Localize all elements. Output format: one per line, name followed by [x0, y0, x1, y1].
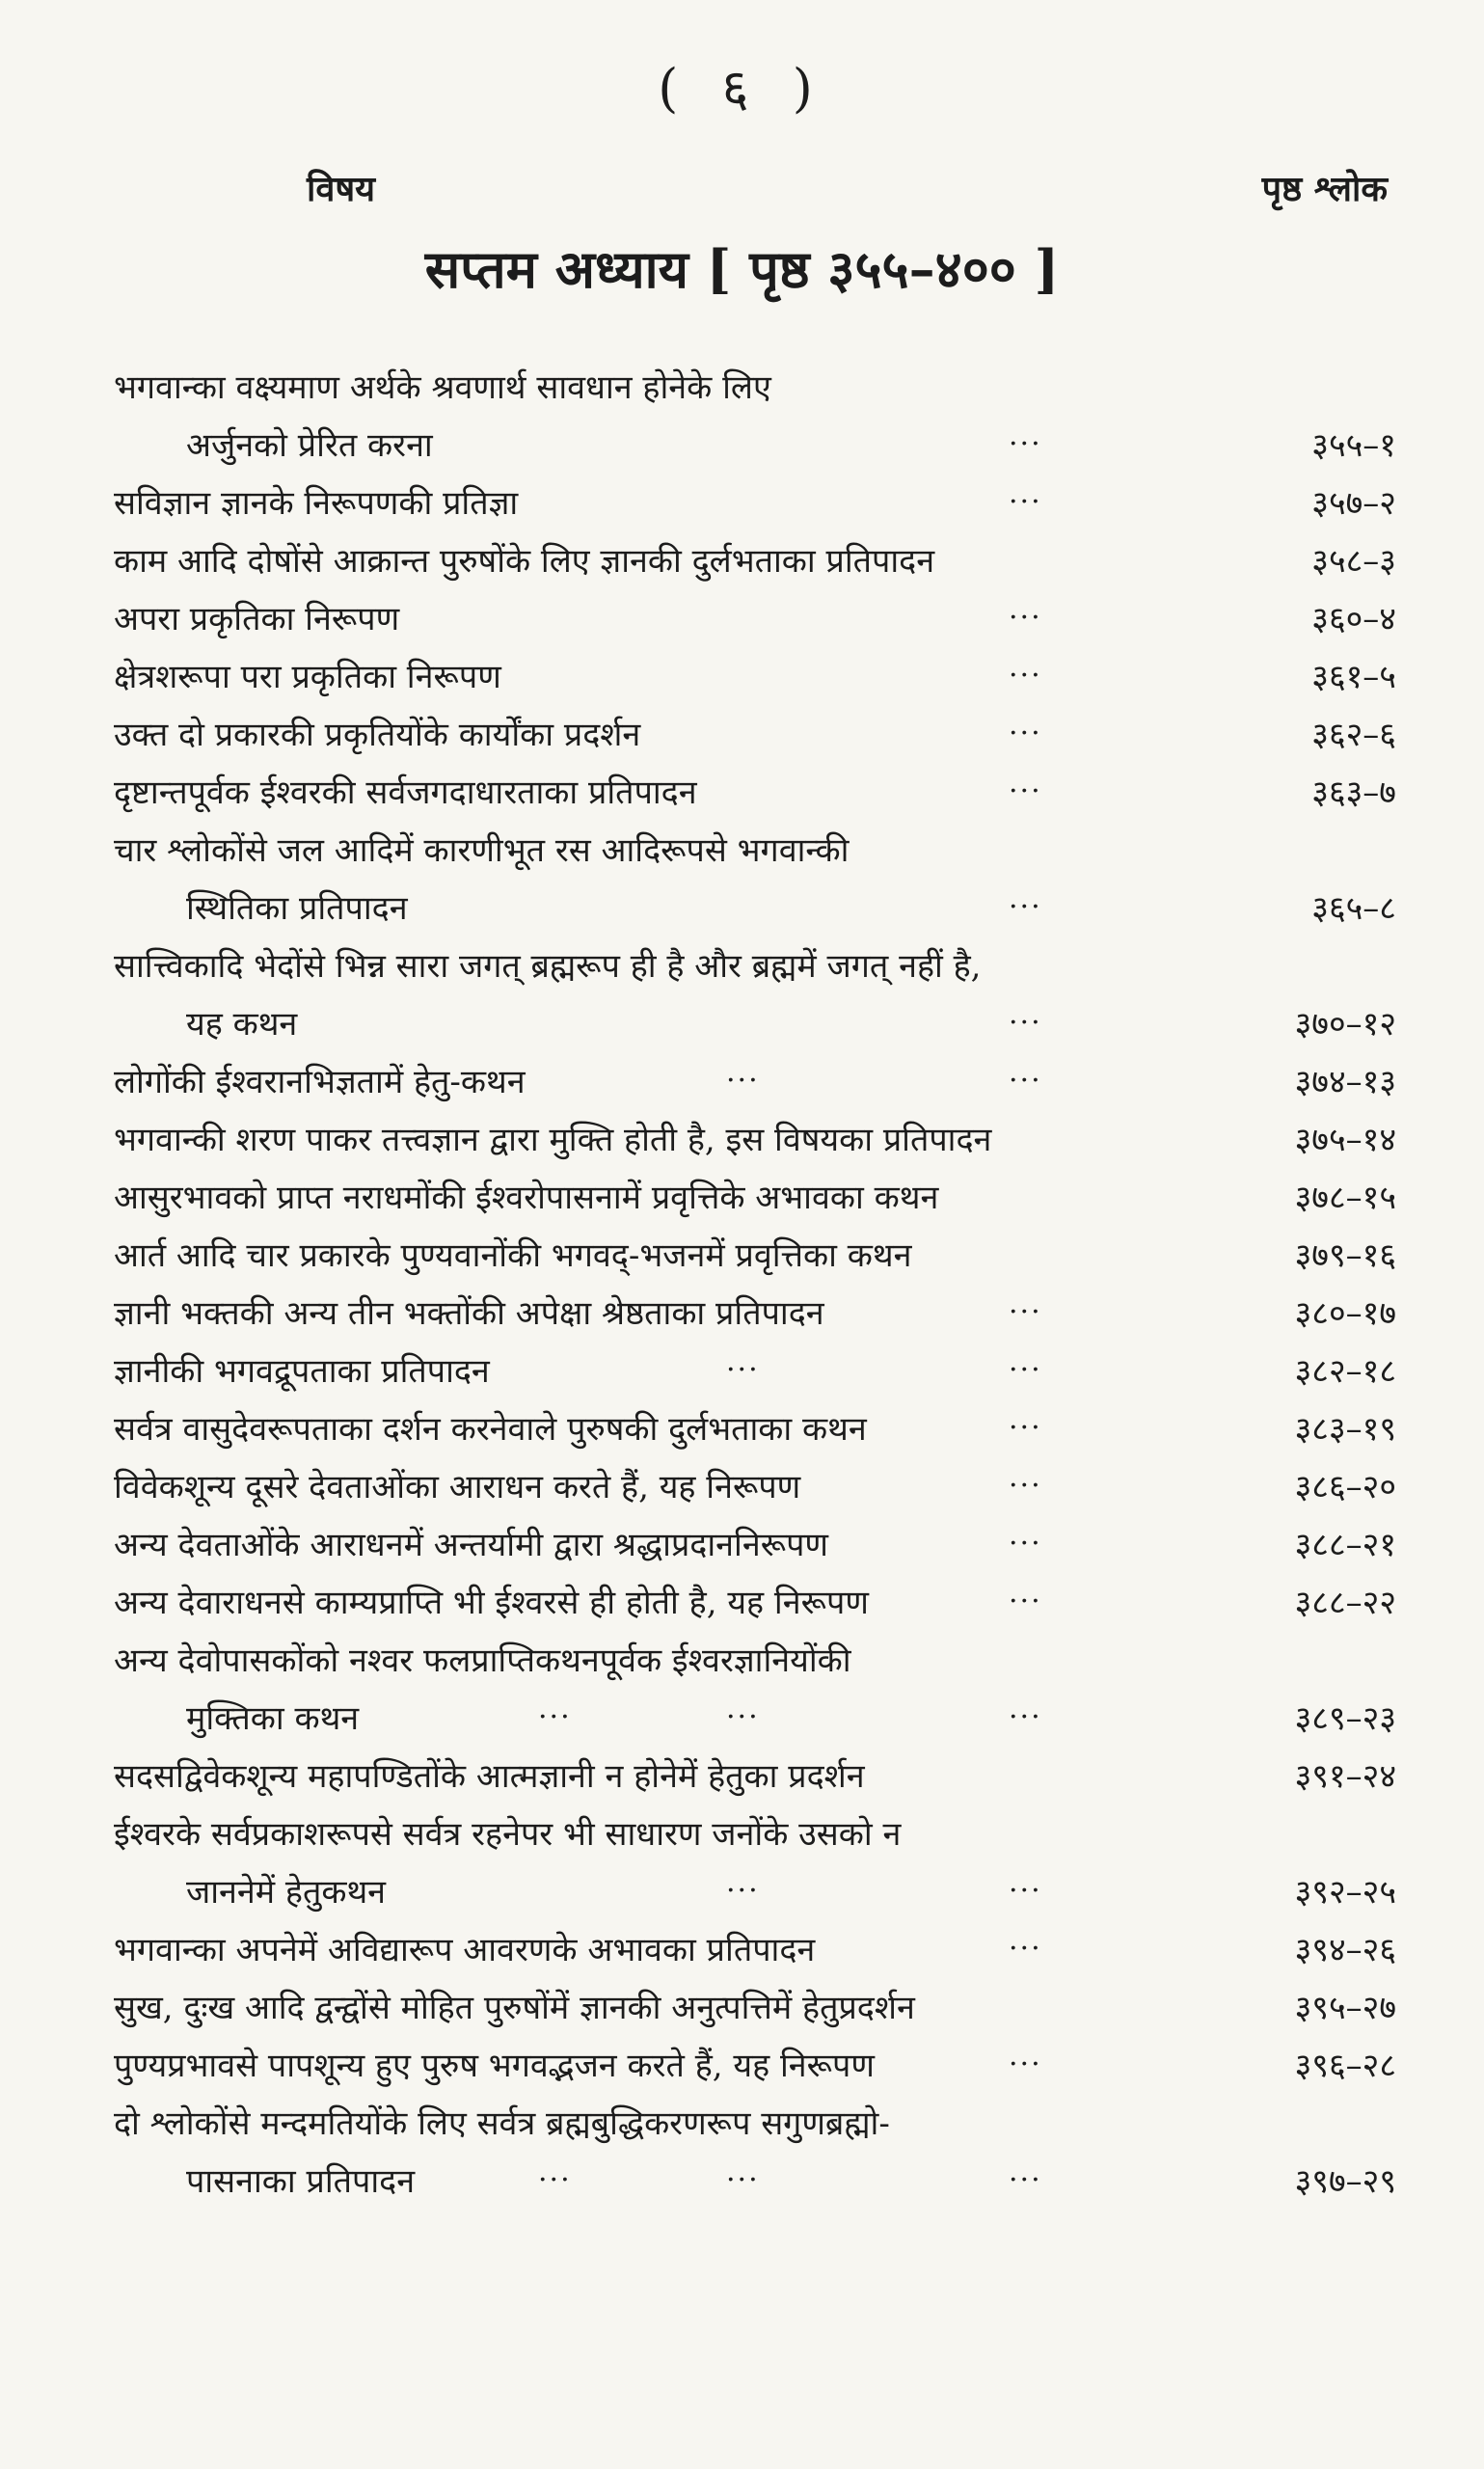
entry-text: सात्त्विकादि भेदोंसे भिन्न सारा जगत् ब्रह्मरूप ही है और ब्रह्ममें जगत् नहीं है, [114, 947, 982, 986]
toc-entry [114, 359, 1396, 475]
entry-text: अपरा प्रकृतिका निरूपण [114, 600, 400, 638]
page-verse-ref: ३८८–२१ [1294, 1526, 1396, 1564]
leader-dots: ... [1009, 419, 1042, 452]
leader-dots: ... [1009, 1923, 1042, 1957]
page-verse-ref: ३६०–४ [1311, 600, 1396, 638]
page-verse-ref: ३८६–२० [1294, 1468, 1396, 1506]
leader-dots: ... [726, 2155, 760, 2188]
leader-dots: ... [1009, 1460, 1042, 1494]
leader-dots: ... [1009, 1865, 1042, 1899]
leader-dots: ... [1009, 2155, 1042, 2188]
chapter-title: सप्तम अध्याय [ पृष्ठ ३५५–४०० ] [424, 238, 1060, 300]
entry-title [114, 590, 1396, 648]
page-verse-ref: ३५७–२ [1311, 484, 1396, 523]
entry-text: ईश्वरके सर्वप्रकाशरूपसे सर्वत्र रहनेपर भी साधारण जनोंके उसको न [114, 1815, 902, 1854]
page-verse-ref: ३६५–८ [1311, 889, 1396, 928]
entry-title [114, 937, 1396, 995]
toc-entry [114, 1458, 1396, 1516]
toc-entry [114, 764, 1396, 822]
page-verse-ref: ३७४–१३ [1294, 1063, 1396, 1101]
leader-dots: ... [538, 2155, 572, 2188]
entry-title-continuation [114, 880, 1396, 937]
entry-text: ज्ञानी भक्तकी अन्य तीन भक्तोंकी अपेक्षा श्रेष्ठताका प्रतिपादन [114, 1294, 824, 1333]
entry-text: अन्य देवोपासकोंको नश्वर फलप्राप्तिकथनपूर्वक ईश्वरज्ञानियोंकी [114, 1641, 851, 1680]
leader-dots: ... [1009, 997, 1042, 1031]
toc-entry [114, 1805, 1396, 1921]
entry-text: आसुरभावको प्राप्त नराधमोंकी ईश्वरोपासनामें प्रवृत्तिके अभावका कथन [114, 1179, 939, 1217]
entry-title [114, 1169, 1396, 1227]
entry-text: भगवान्की शरण पाकर तत्त्वज्ञान द्वारा मुक्ति होती है, इस विषयका प्रतिपादन [114, 1121, 992, 1159]
entry-title [114, 2037, 1396, 2095]
entry-title [114, 1921, 1396, 1979]
page-verse-ref: ३९१–२४ [1294, 1757, 1396, 1796]
entry-title-continuation [114, 1863, 1396, 1921]
entry-text: अन्य देवाराधनसे काम्यप्राप्ति भी ईश्वरसे ही होती है, यह निरूपण [114, 1584, 869, 1622]
entry-text: आर्त आदि चार प्रकारके पुण्यवानोंकी भगवद्-भजनमें प्रवृत्तिका कथन [114, 1236, 912, 1275]
entry-text: क्षेत्रशरूपा परा प्रकृतिका निरूपण [114, 658, 501, 696]
entry-title [114, 648, 1396, 706]
entry-title [114, 764, 1396, 822]
leader-dots: ... [1009, 1518, 1042, 1552]
toc-entry [114, 1921, 1396, 1979]
page-verse-ref: ३९७–२९ [1294, 2162, 1396, 2201]
page-verse-ref: ३५८–३ [1311, 542, 1396, 581]
entry-text: सदसद्विवेकशून्य महापण्डितोंके आत्मज्ञानी न होनेमें हेतुका प्रदर्शन [114, 1757, 865, 1796]
toc-entry [114, 590, 1396, 648]
leader-dots: ... [1009, 650, 1042, 684]
entry-title [114, 1227, 1396, 1285]
page-verse-column-header: पृष्ठ श्लोक [1261, 169, 1388, 209]
toc-entry [114, 1169, 1396, 1227]
toc-entry [114, 1400, 1396, 1458]
page-verse-ref: ३६३–७ [1311, 773, 1396, 812]
entry-text: मुक्तिका कथन [186, 1699, 360, 1738]
leader-dots: ... [1009, 1287, 1042, 1320]
toc-entry [114, 2095, 1396, 2211]
entry-text: भगवान्का वक्ष्यमाण अर्थके श्रवणार्थ सावधान होनेके लिए [114, 368, 771, 407]
page-verse-ref: ३७५–१४ [1294, 1121, 1396, 1159]
page-verse-ref: ३५५–१ [1311, 426, 1396, 465]
toc-entry [114, 1516, 1396, 1574]
leader-dots: ... [726, 1344, 760, 1378]
entry-title-continuation [114, 2153, 1396, 2211]
toc-entry [114, 475, 1396, 532]
entry-text: काम आदि दोषोंसे आक्रान्त पुरुषोंके लिए ज्ञानकी दुर्लभताका प्रतिपादन [114, 542, 935, 581]
entry-text: पुण्यप्रभावसे पापशून्य हुए पुरुष भगवद्भजन करते हैं, यह निरूपण [114, 2047, 875, 2085]
leader-dots: ... [1009, 708, 1042, 742]
toc-entry [114, 706, 1396, 764]
leader-dots: ... [538, 1692, 572, 1725]
leader-dots: ... [1009, 476, 1042, 510]
entry-title [114, 1400, 1396, 1458]
entry-title [114, 359, 1396, 417]
entry-title-continuation [114, 417, 1396, 475]
leader-dots: ... [1009, 592, 1042, 626]
leader-dots: ... [726, 1865, 760, 1899]
toc-entry [114, 1748, 1396, 1805]
toc-entry [114, 1053, 1396, 1111]
toc-entry [114, 1574, 1396, 1632]
leader-dots: ... [1009, 1402, 1042, 1436]
page-verse-ref: ३७९–१६ [1294, 1236, 1396, 1275]
entry-text: अन्य देवताओंके आराधनमें अन्तर्यामी द्वारा श्रद्धाप्रदाननिरूपण [114, 1526, 829, 1564]
leader-dots: ... [1009, 1576, 1042, 1610]
entry-text: पासनाका प्रतिपादन [186, 2162, 416, 2201]
leader-dots: ... [1009, 1692, 1042, 1725]
toc-entry [114, 1227, 1396, 1285]
entry-text: उक्त दो प्रकारकी प्रकृतियोंके कार्योंका प्रदर्शन [114, 716, 641, 754]
entry-title [114, 1458, 1396, 1516]
toc-entry [114, 532, 1396, 590]
toc-entry [114, 2037, 1396, 2095]
entry-title [114, 1343, 1396, 1400]
entry-text: स्थितिका प्रतिपादन [186, 889, 408, 928]
page-verse-ref: ३८२–१८ [1294, 1352, 1396, 1391]
toc-entry [114, 1343, 1396, 1400]
entry-text: विवेकशून्य दूसरे देवताओंका आराधन करते हैं, यह निरूपण [114, 1468, 801, 1506]
leader-dots: ... [1009, 2039, 1042, 2073]
entry-title [114, 706, 1396, 764]
entry-text: यह कथन [186, 1005, 298, 1044]
entry-text: सर्वत्र वासुदेवरूपताका दर्शन करनेवाले पुरुषकी दुर्लभताका कथन [114, 1410, 867, 1449]
page-number: ( ६ ) [658, 58, 826, 119]
toc-entry [114, 1979, 1396, 2037]
page-verse-ref: ३८३–१९ [1294, 1410, 1396, 1449]
subject-column-header: विषय [307, 169, 376, 209]
entry-title [114, 532, 1396, 590]
page-verse-ref: ३६२–६ [1311, 716, 1396, 754]
page-verse-ref: ३७८–१५ [1294, 1179, 1396, 1217]
page-verse-ref: ३८९–२३ [1294, 1699, 1396, 1738]
toc-entry [114, 937, 1396, 1053]
entry-text: ज्ञानीकी भगवद्रूपताका प्रतिपादन [114, 1352, 490, 1391]
leader-dots: ... [1009, 882, 1042, 915]
leader-dots: ... [726, 1055, 760, 1089]
entry-title [114, 1574, 1396, 1632]
toc-entry [114, 648, 1396, 706]
entry-title-continuation [114, 1690, 1396, 1748]
entry-text: दो श्लोकोंसे मन्दमतियोंके लिए सर्वत्र ब्रह्मबुद्धिकरणरूप सगुणब्रह्मो- [114, 2104, 890, 2143]
entry-text: सुख, दुःख आदि द्वन्द्वोंसे मोहित पुरुषोंमें ज्ञानकी अनुत्पत्तिमें हेतुप्रदर्शन [114, 1989, 915, 2027]
page-verse-ref: ३९४–२६ [1294, 1931, 1396, 1969]
page-verse-ref: ३८०–१७ [1294, 1294, 1396, 1333]
entry-title [114, 822, 1396, 880]
entry-text: अर्जुनको प्रेरित करना [186, 426, 433, 465]
entry-text: दृष्टान्तपूर्वक ईश्वरकी सर्वजगदाधारताका प्रतिपादन [114, 773, 697, 812]
entry-title [114, 1748, 1396, 1805]
leader-dots: ... [1009, 766, 1042, 800]
entry-title [114, 1053, 1396, 1111]
entry-title [114, 1111, 1396, 1169]
table-of-contents [114, 359, 1396, 2211]
entry-title [114, 1979, 1396, 2037]
entry-title [114, 475, 1396, 532]
page-verse-ref: ३९२–२५ [1294, 1873, 1396, 1912]
leader-dots: ... [1009, 1344, 1042, 1378]
toc-entry [114, 822, 1396, 937]
toc-entry [114, 1632, 1396, 1748]
page-verse-ref: ३६१–५ [1311, 658, 1396, 696]
page-verse-ref: ३७०–१२ [1294, 1005, 1396, 1044]
toc-entry [114, 1111, 1396, 1169]
leader-dots: ... [1009, 1055, 1042, 1089]
entry-text: लोगोंकी ईश्वरानभिज्ञतामें हेतु-कथन [114, 1063, 526, 1101]
entry-text: भगवान्का अपनेमें अविद्यारूप आवरणके अभावका प्रतिपादन [114, 1931, 816, 1969]
page-verse-ref: ३८८–२२ [1294, 1584, 1396, 1622]
page-verse-ref: ३९५–२७ [1294, 1989, 1396, 2027]
entry-text: जाननेमें हेतुकथन [186, 1873, 387, 1912]
page-verse-ref: ३९६–२८ [1294, 2047, 1396, 2085]
entry-text: सविज्ञान ज्ञानके निरूपणकी प्रतिज्ञा [114, 484, 519, 523]
entry-title [114, 1516, 1396, 1574]
leader-dots: ... [726, 1692, 760, 1725]
entry-text: चार श्लोकोंसे जल आदिमें कारणीभूत रस आदिरूपसे भगवान्की [114, 831, 850, 870]
